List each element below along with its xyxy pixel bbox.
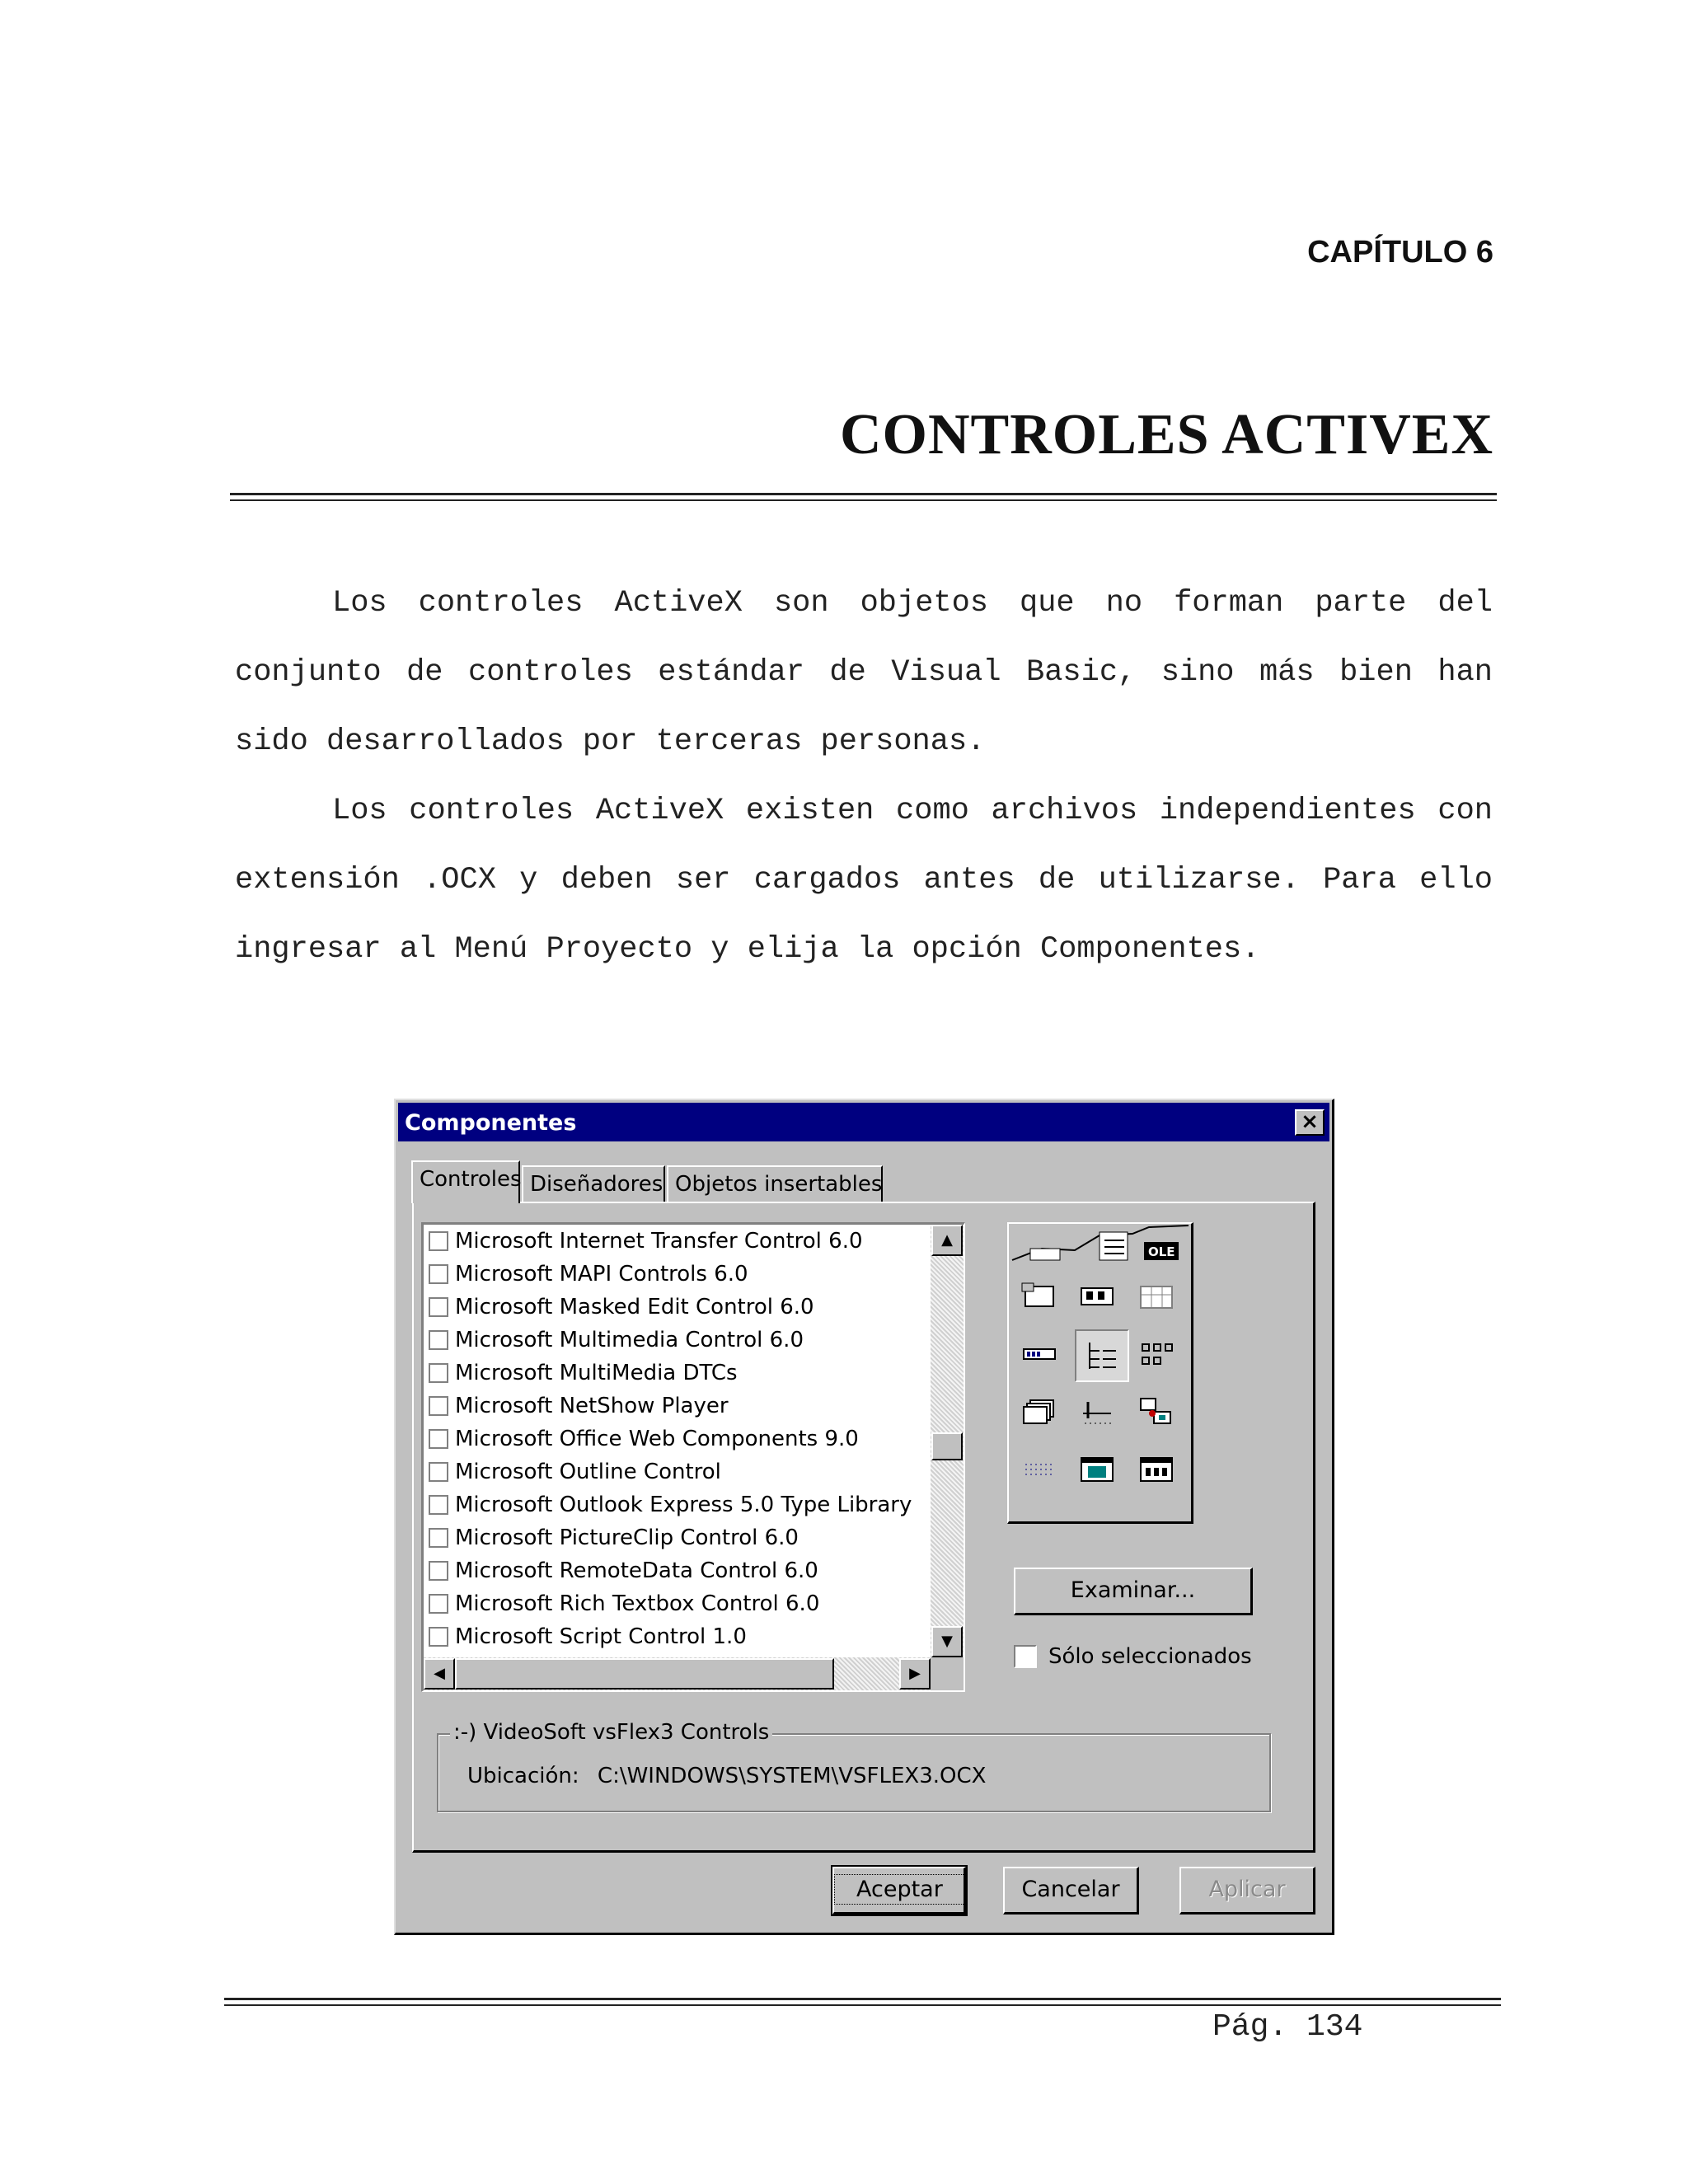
tab-label: Objetos insertables [675,1172,883,1197]
list-item[interactable]: Microsoft Outline Control [429,1455,721,1488]
toolbox-header-graphic [1009,1224,1192,1270]
horizontal-scrollbar[interactable] [424,1657,931,1690]
body-text [235,569,1493,984]
scroll-corner [931,1657,964,1690]
network-control-icon [1137,1395,1175,1428]
listview-control-icon [1137,1338,1175,1371]
imagelist-control-icon [1020,1395,1058,1428]
checkbox[interactable] [429,1363,448,1383]
group-title: :-) VideoSoft vsFlex3 Controls [450,1720,772,1745]
calendar-control-icon [1137,1453,1175,1486]
checkbox[interactable] [429,1264,448,1284]
checkbox[interactable] [429,1462,448,1482]
progressbar-control-icon [1020,1338,1058,1371]
list-item[interactable]: Microsoft MAPI Controls 6.0 [429,1258,748,1291]
list-item[interactable]: Microsoft Multimedia Control 6.0 [429,1324,804,1357]
checkbox[interactable] [429,1396,448,1416]
scroll-thumb[interactable] [455,1658,834,1690]
list-item[interactable]: Microsoft NetShow Player [429,1390,729,1422]
browse-button[interactable]: Examinar... [1014,1568,1253,1615]
top-divider [230,493,1497,501]
list-item[interactable]: Microsoft Rich Textbox Control 6.0 [429,1587,819,1620]
list-item[interactable]: Microsoft MultiMedia DTCs [429,1357,738,1390]
checkbox[interactable] [429,1297,448,1317]
ole-icon: OLE [1148,1244,1175,1259]
bottom-divider [224,1998,1501,2006]
list-item[interactable]: Microsoft Outlook Express 5.0 Type Library [429,1488,912,1521]
list-item[interactable]: Microsoft Masked Edit Control 6.0 [429,1291,814,1324]
list-item[interactable]: Microsoft Script Control 1.0 [429,1620,747,1653]
tab-controles[interactable] [411,1160,520,1203]
control-preview-toolbox [1007,1222,1193,1524]
page-number: Pág. 134 [1212,2009,1363,2045]
tab-label: Diseñadores [530,1172,663,1197]
checkbox[interactable] [429,1330,448,1350]
scroll-up-icon[interactable]: ▲ [931,1225,963,1256]
tab-disenadores[interactable] [522,1165,665,1202]
close-icon[interactable]: × [1295,1109,1325,1136]
scroll-down-icon[interactable]: ▼ [931,1626,963,1657]
scroll-right-icon[interactable]: ▶ [899,1658,931,1690]
list-item[interactable]: Microsoft RemoteData Control 6.0 [429,1554,818,1587]
tab-label: Controles [420,1167,522,1192]
components-list[interactable] [421,1222,965,1692]
vertical-scrollbar[interactable] [931,1225,964,1657]
list-item[interactable]: Microsoft Office Web Components 9.0 [429,1422,859,1455]
chapter-label: CAPÍTULO 6 [1307,235,1493,269]
scroll-left-icon[interactable]: ◀ [424,1658,455,1690]
tabstrip-control-icon [1078,1280,1116,1313]
only-selected-checkbox[interactable] [1014,1644,1252,1669]
checkbox[interactable] [429,1528,448,1548]
checkbox[interactable] [429,1561,448,1581]
grid-control-icon [1137,1280,1175,1313]
slider-control-icon [1078,1395,1116,1428]
checkbox[interactable] [429,1231,448,1251]
paragraph: Los controles ActiveX son objetos que no forman parte del conjunto de controles estándar de Visual Basic, sino más bien han sido desarrollados por terceras personas. [235,586,1493,759]
dialog-titlebar[interactable] [398,1103,1329,1141]
tab-objetos-insertables[interactable] [667,1165,883,1202]
location-row [467,1764,986,1788]
ok-button[interactable] [832,1867,966,1915]
frame-control-icon [1020,1280,1058,1313]
page-title: CONTROLES ACTIVEX [839,403,1493,466]
checkbox[interactable] [429,1429,448,1449]
checkbox[interactable] [429,1594,448,1614]
dialog-title: Componentes [405,1110,577,1136]
location-value: C:\WINDOWS\SYSTEM\VSFLEX3.OCX [597,1764,987,1788]
cancel-button[interactable]: Cancelar [1003,1867,1139,1915]
components-dialog [394,1099,1334,1935]
checkbox[interactable] [429,1495,448,1515]
only-selected-label: Sólo seleccionados [1048,1644,1252,1669]
scroll-thumb[interactable] [931,1432,963,1460]
treeview-control-icon [1075,1329,1129,1382]
ok-button-label: Aceptar [834,1874,965,1905]
paragraph: Los controles ActiveX existen como archivos independientes con extensión .OCX y deben ser cargados antes de utilizarse. Para ello ingresar al Menú Proyecto y elija la opción Componentes. [235,794,1493,967]
apply-button[interactable]: Aplicar [1179,1867,1315,1915]
dotgrid-control-icon [1020,1453,1058,1486]
checkbox[interactable] [429,1627,448,1647]
list-item[interactable]: Microsoft PictureClip Control 6.0 [429,1521,799,1554]
location-label: Ubicación: [467,1764,579,1788]
checkbox[interactable] [1014,1645,1037,1668]
list-item[interactable]: Microsoft Internet Transfer Control 6.0 [429,1225,863,1258]
animation-control-icon [1078,1453,1116,1486]
